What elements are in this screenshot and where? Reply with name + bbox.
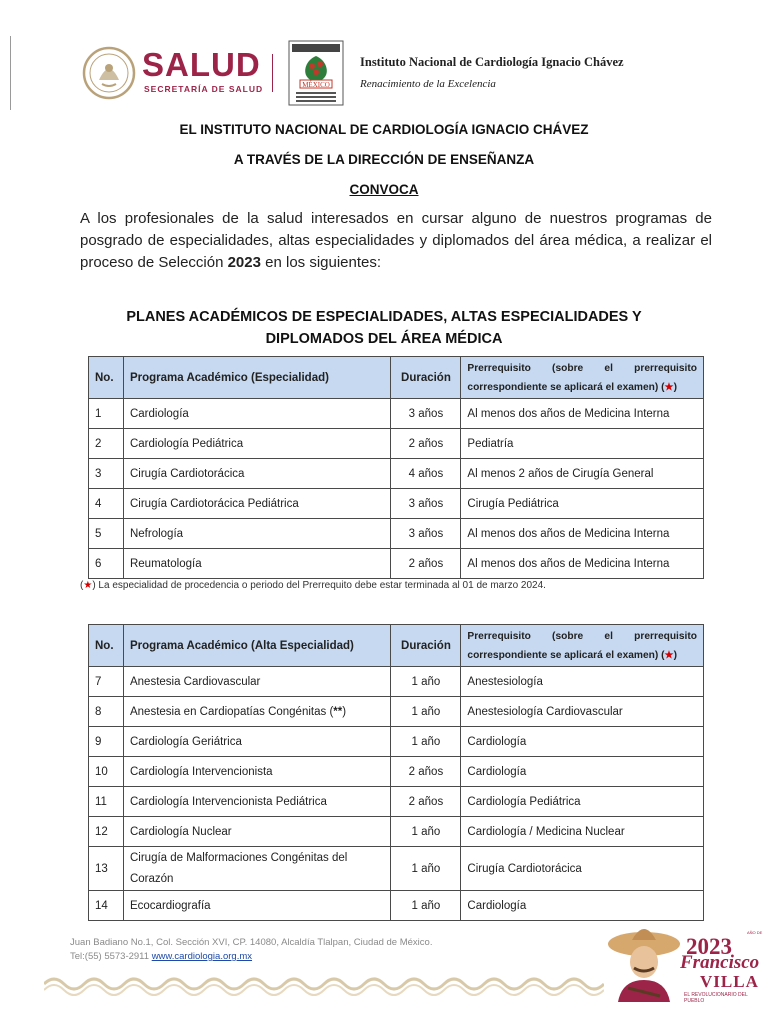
villa-text: VILLA	[700, 972, 759, 991]
cell-program: Cirugía Cardiotorácica	[123, 459, 390, 489]
cell-prereq: Anestesiología	[461, 667, 704, 697]
cell-duration: 2 años	[391, 757, 461, 787]
cell-prereq: Cardiología / Medicina Nuclear	[461, 817, 704, 847]
cell-prereq: Pediatría	[461, 429, 704, 459]
francisco-text: Francisco	[680, 952, 760, 973]
cell-duration: 1 año	[391, 817, 461, 847]
table-row	[89, 787, 704, 817]
table-row	[89, 817, 704, 847]
cell-no: 7	[89, 667, 124, 697]
cell-no: 3	[89, 459, 124, 489]
intro-year: 2023	[227, 254, 261, 271]
table-row	[89, 549, 704, 579]
table-row	[89, 399, 704, 429]
cell-duration: 3 años	[391, 489, 461, 519]
footer-contact	[70, 951, 252, 962]
institute-motto: Renacimiento de la Excelencia	[360, 78, 496, 90]
cell-prereq: Al menos 2 años de Cirugía General	[461, 459, 704, 489]
star-icon: ★	[664, 381, 674, 393]
cell-no: 14	[89, 891, 124, 921]
table-row	[89, 519, 704, 549]
header-no: No.	[89, 625, 124, 667]
note-open: (	[80, 580, 84, 591]
villa-subtitle: EL REVOLUCIONARIO DEL PUEBLO	[684, 992, 748, 1004]
cell-no: 10	[89, 757, 124, 787]
table-row	[89, 891, 704, 921]
cell-duration: 4 años	[391, 459, 461, 489]
table-header-row	[89, 625, 704, 667]
cell-no: 12	[89, 817, 124, 847]
cell-duration: 1 año	[391, 847, 461, 891]
cell-prereq: Al menos dos años de Medicina Interna	[461, 549, 704, 579]
cell-no: 5	[89, 519, 124, 549]
title-institute: EL INSTITUTO NACIONAL DE CARDIOLOGÍA IGNACIO CHÁVEZ	[179, 122, 589, 137]
cell-program: Cardiología Intervencionista Pediátrica	[123, 787, 390, 817]
header-divider	[272, 54, 273, 92]
cell-duration: 1 año	[391, 667, 461, 697]
plans-heading: PLANES ACADÉMICOS DE ESPECIALIDADES, ALTAS ESPECIALIDADES Y DIPLOMADOS DEL ÁREA MÉDICA	[126, 309, 642, 347]
table-footnote	[80, 580, 546, 591]
table-row	[89, 697, 704, 727]
cell-prereq: Al menos dos años de Medicina Interna	[461, 399, 704, 429]
cell-prereq: Al menos dos años de Medicina Interna	[461, 519, 704, 549]
header-duration: Duración	[391, 625, 461, 667]
cell-prereq: Cirugía Cardiotorácica	[461, 847, 704, 891]
cell-duration: 1 año	[391, 727, 461, 757]
table-row	[89, 429, 704, 459]
footer-website-link[interactable]: www.cardiologia.org.mx	[151, 951, 253, 962]
especialidad-table	[88, 356, 704, 579]
table-header-row	[89, 357, 704, 399]
cell-program: Cardiología Nuclear	[123, 817, 390, 847]
cell-program: Nefrología	[123, 519, 390, 549]
cell-duration: 3 años	[391, 519, 461, 549]
salud-subtitle: SECRETARÍA DE SALUD	[144, 84, 264, 94]
table-row	[89, 459, 704, 489]
alta-especialidad-table	[88, 624, 704, 921]
header-no: No.	[89, 357, 124, 399]
intro-text-end: en los siguientes:	[260, 254, 382, 271]
cell-duration: 1 año	[391, 697, 461, 727]
cell-no: 4	[89, 489, 124, 519]
cell-duration: 3 años	[391, 399, 461, 429]
intro-paragraph	[80, 208, 712, 274]
star-icon: ★	[664, 649, 674, 661]
header-program: Programa Académico (Alta Especialidad)	[123, 625, 390, 667]
cell-prereq: Cardiología Pediátrica	[461, 787, 704, 817]
cell-program: Cardiología	[123, 399, 390, 429]
margin-line	[10, 36, 11, 110]
institute-name: Instituto Nacional de Cardiología Ignacio Chávez	[360, 55, 624, 69]
cell-prereq: Cirugía Pediátrica	[461, 489, 704, 519]
cell-no: 2	[89, 429, 124, 459]
cell-prereq: Cardiología	[461, 891, 704, 921]
cell-no: 1	[89, 399, 124, 429]
year-subtitle: AÑO DE	[747, 930, 763, 935]
letterhead	[80, 40, 700, 106]
cell-program: Cardiología Intervencionista	[123, 757, 390, 787]
francisco-villa-portrait-icon	[604, 918, 684, 1002]
cell-program: Reumatología	[123, 549, 390, 579]
header-prereq-close: )	[673, 381, 678, 393]
cell-prereq: Anestesiología Cardiovascular	[461, 697, 704, 727]
footer-tel: Tel:(55) 5573-2911	[70, 951, 152, 962]
cell-program: Cirugía Cardiotorácica Pediátrica	[123, 489, 390, 519]
cell-program	[123, 697, 390, 727]
program-text: Anestesia en Cardiopatías Congénitas (	[129, 705, 334, 718]
footer-address: Juan Badiano No.1, Col. Sección XVI, CP. 14080, Alcaldía Tlalpan, Ciudad de México.	[70, 937, 433, 948]
header-prereq-text: Prerrequisito (sobre el prerrequisito correspondiente se aplicará el examen) (	[467, 630, 697, 661]
intro-text: A los profesionales de la salud interesados en cursar alguno de nuestros programas de posgrado de especialidades, altas especialidades y diplomados del área médica, a realizar el proceso de Selección	[80, 210, 712, 271]
title-convoca: CONVOCA	[349, 182, 419, 197]
cell-duration: 2 años	[391, 429, 461, 459]
cell-no: 9	[89, 727, 124, 757]
year-2023: 2023	[686, 934, 732, 959]
cell-prereq: Cardiología	[461, 727, 704, 757]
footer-pattern-icon	[44, 970, 604, 998]
note-text: ) La especialidad de procedencia o periodo del Prerrequito debe estar terminada al 01 de marzo 2024.	[92, 580, 546, 591]
cell-duration: 2 años	[391, 787, 461, 817]
cell-program: Cirugía de Malformaciones Congénitas del Corazón	[123, 847, 390, 891]
cell-no: 6	[89, 549, 124, 579]
table-row	[89, 667, 704, 697]
header-prereq	[461, 625, 704, 667]
cell-no: 13	[89, 847, 124, 891]
star-icon: ★	[83, 580, 93, 591]
table-row	[89, 727, 704, 757]
cell-no: 11	[89, 787, 124, 817]
header-prereq-close: )	[673, 649, 678, 661]
title-direction: A TRAVÉS DE LA DIRECCIÓN DE ENSEÑANZA	[233, 152, 535, 167]
salud-wordmark: SALUD	[142, 46, 261, 83]
table-row	[89, 489, 704, 519]
header-program: Programa Académico (Especialidad)	[123, 357, 390, 399]
table-row	[89, 757, 704, 787]
cell-program: Ecocardiografía	[123, 891, 390, 921]
cell-no: 8	[89, 697, 124, 727]
cell-prereq: Cardiología	[461, 757, 704, 787]
cell-duration: 2 años	[391, 549, 461, 579]
cell-program: Cardiología Geriátrica	[123, 727, 390, 757]
institute-logo-icon	[288, 40, 344, 106]
header-prereq	[461, 357, 704, 399]
double-asterisk-mark: **	[333, 705, 343, 718]
program-text-close: )	[342, 705, 347, 718]
header-duration: Duración	[391, 357, 461, 399]
cell-duration: 1 año	[391, 891, 461, 921]
table-row	[89, 847, 704, 891]
header-prereq-text: Prerrequisito (sobre el prerrequisito correspondiente se aplicará el examen) (	[467, 362, 697, 393]
cell-program: Cardiología Pediátrica	[123, 429, 390, 459]
logo-mexico-text: MÉXICO	[302, 81, 330, 89]
cell-program: Anestesia Cardiovascular	[123, 667, 390, 697]
mexico-seal-icon	[82, 44, 136, 102]
